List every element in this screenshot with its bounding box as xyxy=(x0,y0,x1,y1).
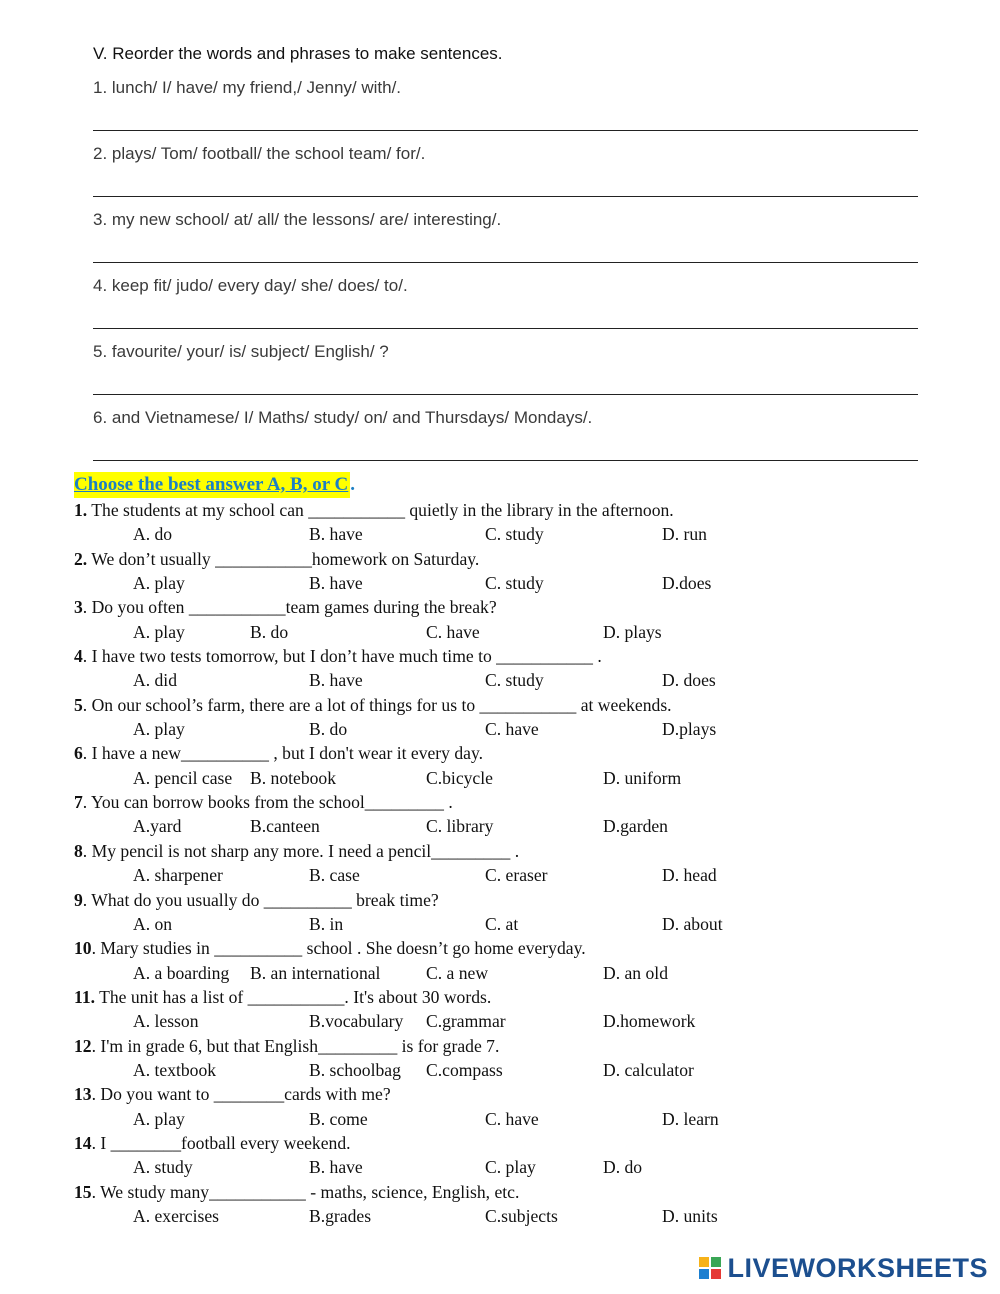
liveworksheets-logo xyxy=(699,1253,988,1284)
answer-option[interactable]: C. library xyxy=(426,816,494,837)
answer-option[interactable]: D. an old xyxy=(603,962,668,983)
answer-option[interactable]: A. study xyxy=(133,1157,193,1178)
answer-line[interactable] xyxy=(93,130,918,131)
answer-option[interactable]: A. textbook xyxy=(133,1059,217,1080)
question-number: 9 xyxy=(74,889,83,910)
reorder-item xyxy=(93,202,918,268)
options-row xyxy=(74,571,934,595)
answer-option[interactable]: B. in xyxy=(309,913,344,934)
question-text: . You can borrow books from the school_________ . xyxy=(82,792,453,813)
reorder-item xyxy=(93,268,918,334)
answer-line[interactable] xyxy=(93,196,918,197)
question-text: . I have a new__________ , but I don't wear it every day. xyxy=(82,743,484,764)
question xyxy=(74,547,934,571)
question xyxy=(74,790,934,814)
answer-option[interactable]: B.grades xyxy=(309,1205,372,1226)
answer-option[interactable]: C.subjects xyxy=(485,1205,558,1226)
question xyxy=(74,595,934,619)
answer-option[interactable]: D.homework xyxy=(603,1011,696,1032)
reorder-list xyxy=(93,70,918,466)
answer-option[interactable]: A. play xyxy=(133,573,185,594)
answer-option[interactable]: D. units xyxy=(662,1205,718,1226)
reorder-section xyxy=(93,40,918,466)
question xyxy=(74,985,934,1009)
question-text: . I have two tests tomorrow, but I don’t have much time to ___________ . xyxy=(82,646,602,667)
answer-option[interactable]: D. about xyxy=(662,913,723,934)
answer-option[interactable]: C. have xyxy=(485,719,539,740)
question-text: . We study many___________ - maths, science, English, etc. xyxy=(91,1181,520,1202)
answer-option[interactable]: B.vocabulary xyxy=(309,1011,404,1032)
answer-option[interactable]: C. have xyxy=(426,621,480,642)
multiple-choice-section xyxy=(74,470,934,1228)
answer-option[interactable]: D. run xyxy=(662,524,707,545)
answer-option[interactable]: C.bicycle xyxy=(426,767,493,788)
answer-option[interactable]: C. study xyxy=(485,573,544,594)
answer-option[interactable]: A. pencil case xyxy=(133,767,233,788)
mc-heading xyxy=(74,470,934,498)
question xyxy=(74,1034,934,1058)
question-text: . I ________football every weekend. xyxy=(91,1132,351,1153)
question-number: 3 xyxy=(74,597,83,618)
options-row xyxy=(74,863,934,887)
answer-option[interactable]: C.compass xyxy=(426,1059,503,1080)
answer-option[interactable]: C. play xyxy=(485,1157,536,1178)
answer-option[interactable]: C.grammar xyxy=(426,1011,506,1032)
answer-option[interactable]: B. have xyxy=(309,524,363,545)
question xyxy=(74,693,934,717)
mc-title-end: . xyxy=(350,474,356,495)
options-row xyxy=(74,766,934,790)
answer-option[interactable]: D. head xyxy=(662,865,717,886)
options-row xyxy=(74,620,934,644)
question-text: . On our school’s farm, there are a lot of things for us to ___________ at weekends. xyxy=(82,694,672,715)
reorder-prompt: 2. plays/ Tom/ football/ the school team/ for/. xyxy=(93,144,426,163)
options-row xyxy=(74,1009,934,1033)
answer-line[interactable] xyxy=(93,394,918,395)
question-number: 6 xyxy=(74,743,83,764)
answer-option[interactable]: B. case xyxy=(309,865,360,886)
answer-option[interactable]: D.does xyxy=(662,573,712,594)
answer-option[interactable]: B. do xyxy=(309,719,348,740)
reorder-item xyxy=(93,400,918,466)
options-row xyxy=(74,961,934,985)
options-row xyxy=(74,1107,934,1131)
answer-option[interactable]: B. do xyxy=(250,621,289,642)
reorder-item xyxy=(93,334,918,400)
answer-option[interactable]: A. play xyxy=(133,719,185,740)
answer-option[interactable]: D. uniform xyxy=(603,767,682,788)
question-number: 14 xyxy=(74,1132,92,1153)
question-number: 15 xyxy=(74,1181,92,1202)
answer-line[interactable] xyxy=(93,262,918,263)
answer-option[interactable]: A. sharpener xyxy=(133,865,223,886)
answer-option[interactable]: B. an international xyxy=(250,962,381,983)
question xyxy=(74,1180,934,1204)
question xyxy=(74,839,934,863)
answer-option[interactable]: D.garden xyxy=(603,816,668,837)
question xyxy=(74,741,934,765)
answer-option[interactable]: C. at xyxy=(485,913,519,934)
question xyxy=(74,936,934,960)
answer-option[interactable]: B. schoolbag xyxy=(309,1059,401,1080)
question-text: . Mary studies in __________ school . She doesn’t go home everyday. xyxy=(91,938,586,959)
question-text: . Do you often ___________team games during the break? xyxy=(82,597,497,618)
answer-option[interactable]: A. exercises xyxy=(133,1205,219,1226)
question-text: . I'm in grade 6, but that English_________ is for grade 7. xyxy=(91,1035,500,1056)
question-number: 12 xyxy=(74,1035,92,1056)
answer-line[interactable] xyxy=(93,328,918,329)
answer-option[interactable]: B. notebook xyxy=(250,767,337,788)
question-text: The students at my school can ___________ quietly in the library in the afternoon. xyxy=(87,500,674,520)
options-row xyxy=(74,912,934,936)
logo-text: LIVEWORKSHEETS xyxy=(727,1253,988,1283)
answer-option[interactable]: B. have xyxy=(309,573,363,594)
reorder-prompt: 1. lunch/ I/ have/ my friend,/ Jenny/ with/. xyxy=(93,78,402,97)
answer-option[interactable]: A. a boarding xyxy=(133,962,230,983)
reorder-prompt: 5. favourite/ your/ is/ subject/ English/ ? xyxy=(93,342,389,361)
answer-option[interactable]: D. plays xyxy=(603,621,662,642)
answer-option[interactable]: B. come xyxy=(309,1108,368,1129)
section-title: V. Reorder the words and phrases to make sentences. xyxy=(93,44,503,63)
question xyxy=(74,1082,934,1106)
options-row xyxy=(74,814,934,838)
reorder-prompt: 3. my new school/ at/ all/ the lessons/ are/ interesting/. xyxy=(93,210,502,229)
options-row xyxy=(74,1058,934,1082)
reorder-item xyxy=(93,70,918,136)
answer-option[interactable]: D. do xyxy=(603,1157,643,1178)
answer-option[interactable]: B. have xyxy=(309,670,363,691)
question-text: . What do you usually do __________ break time? xyxy=(82,889,439,910)
answer-option[interactable]: A. play xyxy=(133,621,185,642)
question-number: 7 xyxy=(74,792,83,813)
question xyxy=(74,644,934,668)
reorder-prompt: 6. and Vietnamese/ I/ Maths/ study/ on/ and Thursdays/ Mondays/. xyxy=(93,408,593,427)
mc-title: Choose the best answer A, B, or C xyxy=(74,472,350,498)
answer-option[interactable]: A. do xyxy=(133,524,173,545)
answer-option[interactable]: B.canteen xyxy=(250,816,320,837)
answer-option[interactable]: B. have xyxy=(309,1157,363,1178)
question-number: 10 xyxy=(74,938,92,959)
options-row xyxy=(74,717,934,741)
answer-line[interactable] xyxy=(93,460,918,461)
reorder-prompt: 4. keep fit/ judo/ every day/ she/ does/ to/. xyxy=(93,276,408,295)
answer-option[interactable]: A. did xyxy=(133,670,177,691)
options-row xyxy=(74,1155,934,1179)
answer-option[interactable]: A.yard xyxy=(133,816,182,837)
question-text: The unit has a list of ___________. It's about 30 words. xyxy=(95,986,492,1007)
options-row xyxy=(74,668,934,692)
question-text: . Do you want to ________cards with me? xyxy=(91,1084,391,1105)
options-row xyxy=(74,522,934,546)
answer-option[interactable]: C. have xyxy=(485,1108,539,1129)
reorder-item xyxy=(93,136,918,202)
answer-option[interactable]: D.plays xyxy=(662,719,717,740)
answer-option[interactable]: C. a new xyxy=(426,962,489,983)
question xyxy=(74,1131,934,1155)
question-number: 4 xyxy=(74,646,83,667)
answer-option[interactable]: D. does xyxy=(662,670,716,691)
liveworksheets-logo-icon xyxy=(699,1257,723,1281)
answer-option[interactable]: D. learn xyxy=(662,1108,719,1129)
options-row xyxy=(74,1204,934,1228)
question-number: 5 xyxy=(74,694,83,715)
question-number: 2. xyxy=(74,548,88,569)
answer-option[interactable]: C. study xyxy=(485,670,544,691)
answer-option[interactable]: C. study xyxy=(485,524,544,545)
question-text: . My pencil is not sharp any more. I need a pencil_________ . xyxy=(82,840,520,861)
question-number: 8 xyxy=(74,840,83,861)
answer-option[interactable]: D. calculator xyxy=(603,1059,694,1080)
question-text: We don’t usually ___________homework on Saturday. xyxy=(87,548,480,569)
question xyxy=(74,498,934,522)
question-number: 1. xyxy=(74,500,88,520)
answer-option[interactable]: A. on xyxy=(133,913,173,934)
question-list xyxy=(74,498,934,1228)
question-number: 11. xyxy=(74,986,96,1007)
answer-option[interactable]: A. lesson xyxy=(133,1011,199,1032)
answer-option[interactable]: A. play xyxy=(133,1108,185,1129)
question-number: 13 xyxy=(74,1084,92,1105)
answer-option[interactable]: C. eraser xyxy=(485,865,548,886)
question xyxy=(74,888,934,912)
